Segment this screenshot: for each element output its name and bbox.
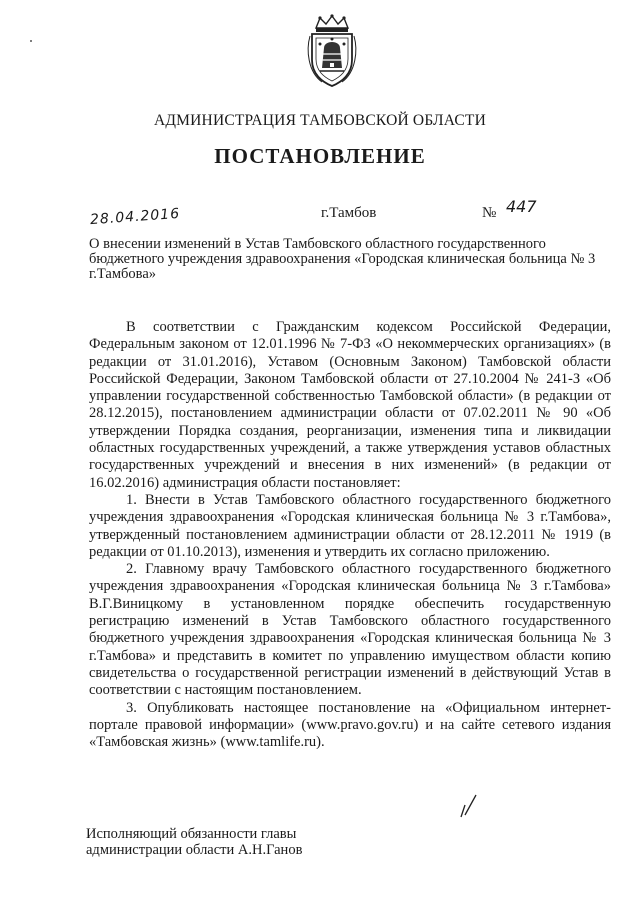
document-city: г.Тамбов: [321, 205, 377, 221]
document-date-handwritten: 28.04.2016: [89, 205, 181, 229]
preamble-paragraph: В соответствии с Гражданским кодексом Российской Федерации, Федеральным законом от 12.01.1996 № 7-ФЗ «О некоммерческих организациях» (в редакции от 31.01.2016), Уставом (Основным Законом) Тамбовской области Российской Федерации, Законом Тамбовской области от 27.10.2004 № 241-З «Об управлении государственной собственностью Тамбовской области» (в редакции от 28.12.2015), постановлением администрации области от 07.02.2011 № 90 «Об утверждении Порядка создания, реорганизации, изменения типа и ликвидации областных государственных учреждений, а также утверждения уставов областных государственных учреждений и внесения в них изменений» (в редакции от 16.02.2016) администрация области постановляет:: [89, 319, 611, 491]
document-type-title: ПОСТАНОВЛЕНИЕ: [214, 144, 426, 168]
clause-3-paragraph: 3. Опубликовать настоящее постановление на «Официальном интернет-портале правовой информации» (www.pravo.gov.ru) и на сайте сетевого издания «Тамбовская жизнь» (www.tamlife.ru).: [89, 699, 611, 751]
document-subject: О внесении изменений в Устав Тамбовского областного государственного бюджетного учреждения здравоохранения «Городская клиническая больница № 3 г.Тамбова»: [89, 236, 596, 282]
document-number-handwritten: 447: [506, 197, 537, 216]
signature-block: [86, 826, 302, 858]
document-body: [89, 319, 611, 751]
signature-name-line: администрации области А.Н.Ганов: [86, 842, 303, 858]
scan-speck: [30, 40, 32, 42]
signature-position-line: Исполняющий обязанности главы: [86, 826, 297, 842]
handwritten-check-mark-icon: [458, 793, 480, 821]
coat-of-arms-icon: [304, 14, 360, 88]
clause-1-paragraph: 1. Внести в Устав Тамбовского областного государственного бюджетного учреждения здравоохранения «Городская клиническая больница № 3 г.Тамбова», утвержденный постановлением администрации области от 28.12.2011 № 1919 (в редакции от 01.10.2013), изменения и утвердить их согласно приложению.: [89, 491, 611, 560]
clause-2-paragraph: 2. Главному врачу Тамбовского областного государственного бюджетного учреждения здравоохранения «Городская клиническая больница № 3 г.Тамбова» В.Г.Виницкому в установленном порядке обеспечить государственную регистрацию изменений в Устав Тамбовского областного государственного бюджетного учреждения здравоохранения «Городская клиническая больница № 3 г.Тамбова» и представить в комитет по управлению имуществом области копию свидетельства о государственной регистрации изменений в действующий Устав в соответствии с настоящим постановлением.: [89, 561, 611, 699]
organization-name: АДМИНИСТРАЦИЯ ТАМБОВСКОЙ ОБЛАСТИ: [154, 112, 486, 129]
document-number-label: №: [482, 205, 497, 221]
